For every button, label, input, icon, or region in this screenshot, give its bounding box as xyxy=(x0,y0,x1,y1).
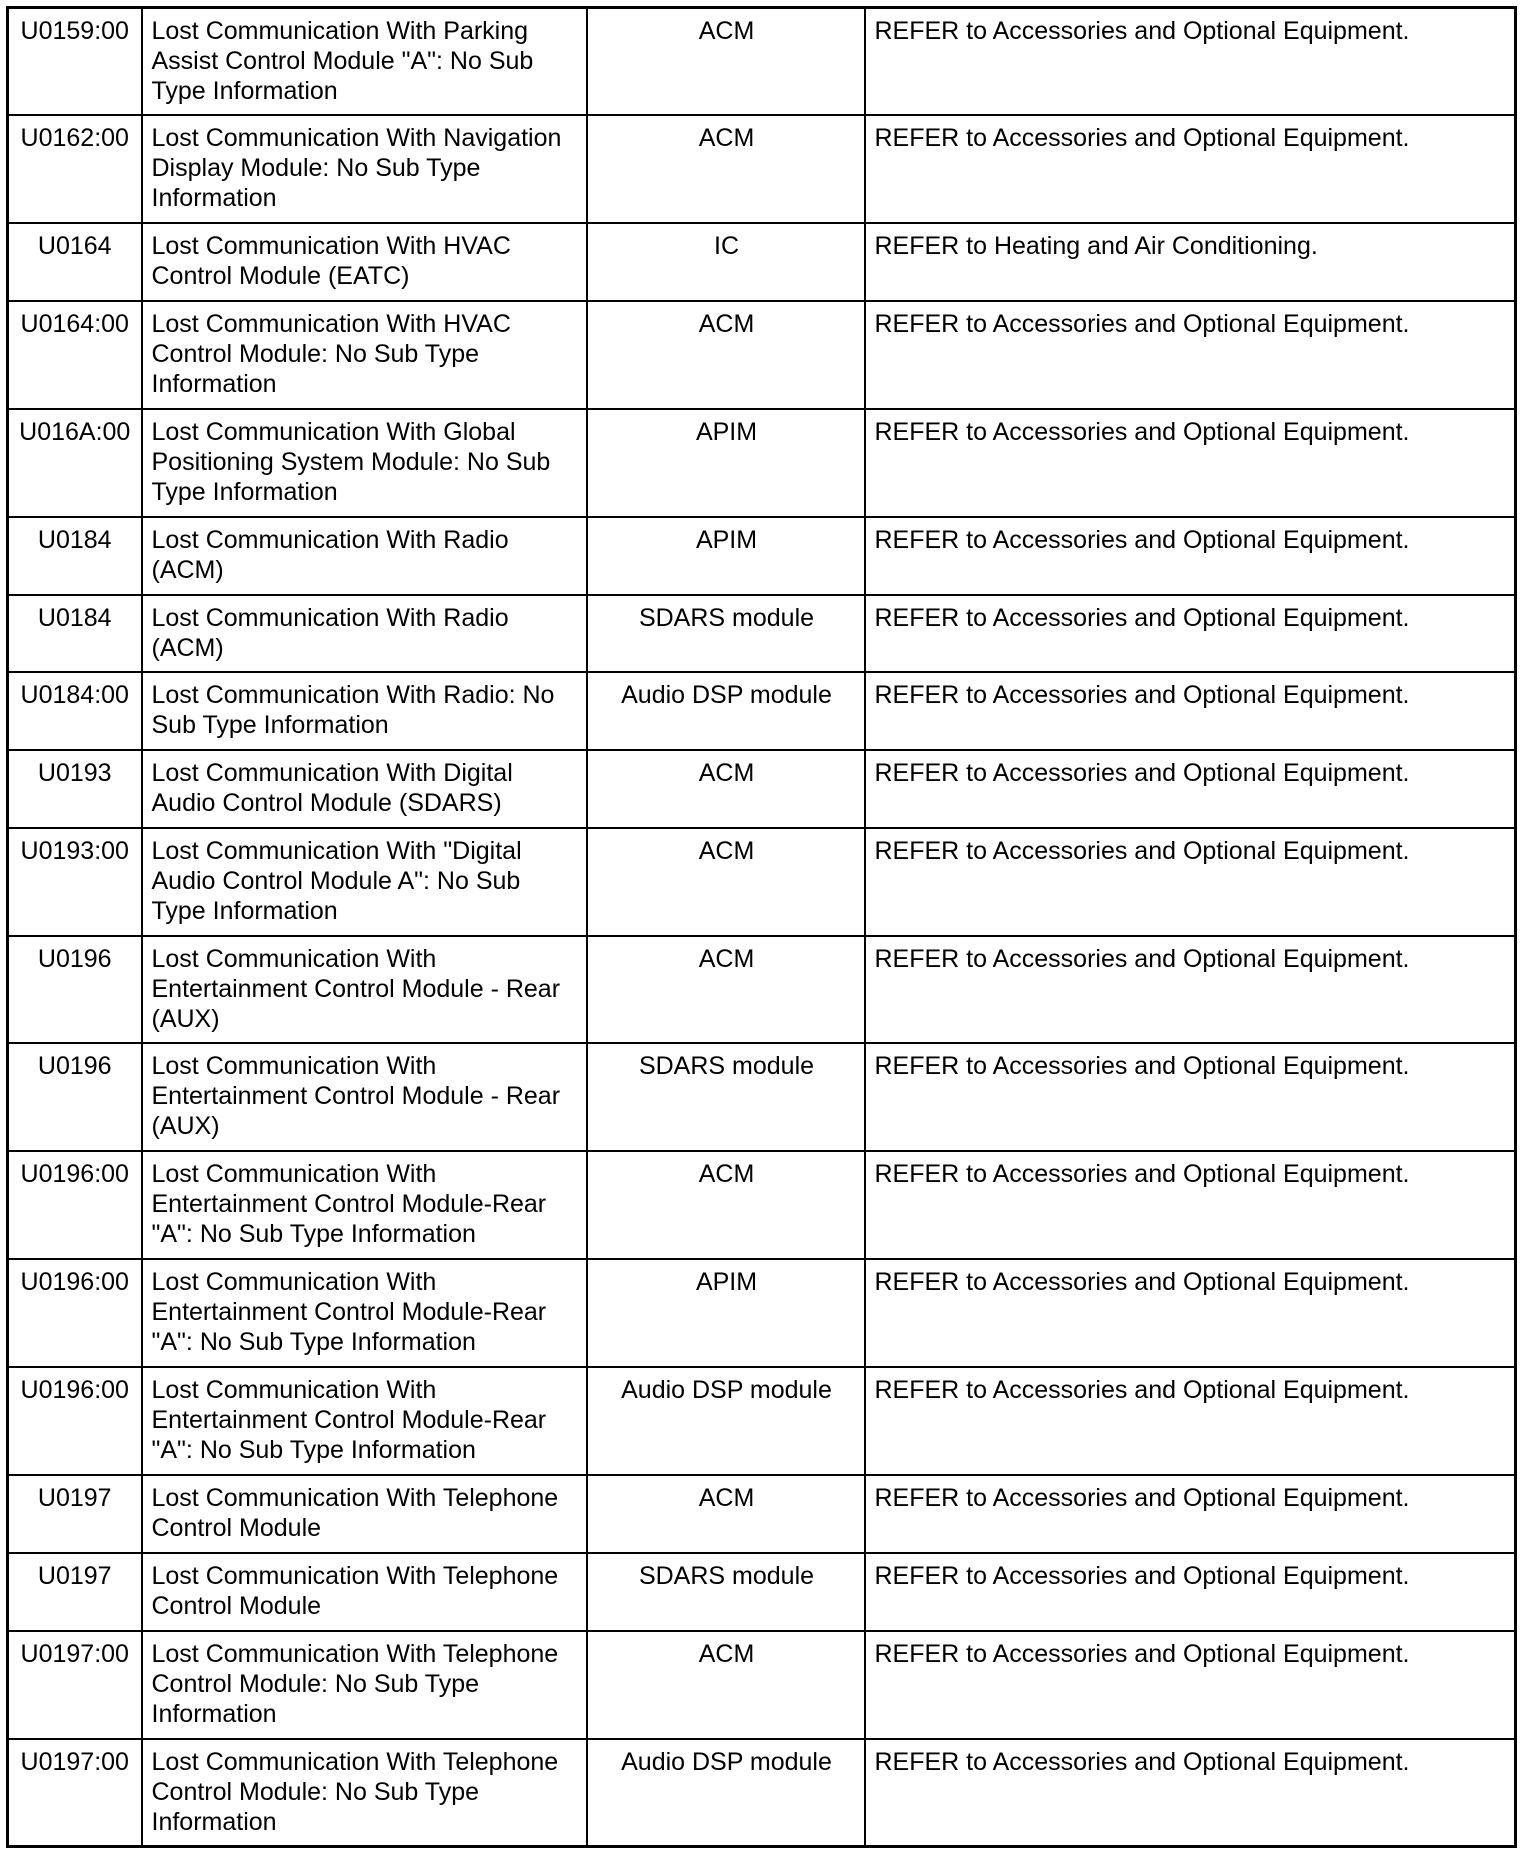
table-row xyxy=(8,828,1516,936)
document-page xyxy=(6,6,1514,1848)
dtc-code: U0196:00 xyxy=(8,1367,142,1475)
module-name: Audio DSP module xyxy=(587,1739,865,1847)
dtc-description: Lost Communication With Entertainment Control Module-Rear "A": No Sub Type Information xyxy=(142,1367,587,1475)
action-text: REFER to Accessories and Optional Equipment. xyxy=(865,828,1516,936)
dtc-description: Lost Communication With Radio (ACM) xyxy=(142,595,587,673)
dtc-code: U0196:00 xyxy=(8,1259,142,1367)
dtc-code: U0184:00 xyxy=(8,672,142,750)
dtc-code: U0184 xyxy=(8,517,142,595)
module-name: SDARS module xyxy=(587,595,865,673)
module-name: ACM xyxy=(587,8,865,116)
action-text: REFER to Accessories and Optional Equipment. xyxy=(865,517,1516,595)
dtc-code: U0196:00 xyxy=(8,1151,142,1259)
module-name: SDARS module xyxy=(587,1043,865,1151)
dtc-code: U0162:00 xyxy=(8,115,142,223)
table-row xyxy=(8,1631,1516,1739)
dtc-description: Lost Communication With Entertainment Control Module-Rear "A": No Sub Type Information xyxy=(142,1151,587,1259)
dtc-description: Lost Communication With Telephone Control Module xyxy=(142,1553,587,1631)
dtc-description: Lost Communication With Navigation Display Module: No Sub Type Information xyxy=(142,115,587,223)
dtc-description: Lost Communication With Global Positioning System Module: No Sub Type Information xyxy=(142,409,587,517)
dtc-description: Lost Communication With Parking Assist Control Module "A": No Sub Type Information xyxy=(142,8,587,116)
module-name: Audio DSP module xyxy=(587,672,865,750)
table-row xyxy=(8,672,1516,750)
module-name: SDARS module xyxy=(587,1553,865,1631)
dtc-description: Lost Communication With Digital Audio Control Module (SDARS) xyxy=(142,750,587,828)
table-row xyxy=(8,1367,1516,1475)
table-row xyxy=(8,301,1516,409)
module-name: APIM xyxy=(587,1259,865,1367)
dtc-code: U0184 xyxy=(8,595,142,673)
table-row xyxy=(8,1475,1516,1553)
action-text: REFER to Accessories and Optional Equipment. xyxy=(865,115,1516,223)
action-text: REFER to Accessories and Optional Equipment. xyxy=(865,750,1516,828)
dtc-code: U016A:00 xyxy=(8,409,142,517)
module-name: ACM xyxy=(587,301,865,409)
action-text: REFER to Accessories and Optional Equipment. xyxy=(865,301,1516,409)
action-text: REFER to Accessories and Optional Equipment. xyxy=(865,1259,1516,1367)
action-text: REFER to Heating and Air Conditioning. xyxy=(865,223,1516,301)
dtc-description: Lost Communication With Radio: No Sub Type Information xyxy=(142,672,587,750)
dtc-code: U0197:00 xyxy=(8,1631,142,1739)
dtc-description: Lost Communication With Entertainment Control Module-Rear "A": No Sub Type Information xyxy=(142,1259,587,1367)
table-row xyxy=(8,750,1516,828)
table-row xyxy=(8,115,1516,223)
dtc-code: U0193:00 xyxy=(8,828,142,936)
action-text: REFER to Accessories and Optional Equipment. xyxy=(865,672,1516,750)
action-text: REFER to Accessories and Optional Equipment. xyxy=(865,1475,1516,1553)
table-row xyxy=(8,1043,1516,1151)
dtc-description: Lost Communication With Entertainment Control Module - Rear (AUX) xyxy=(142,1043,587,1151)
module-name: APIM xyxy=(587,409,865,517)
dtc-code: U0197 xyxy=(8,1475,142,1553)
module-name: Audio DSP module xyxy=(587,1367,865,1475)
dtc-code: U0159:00 xyxy=(8,8,142,116)
action-text: REFER to Accessories and Optional Equipment. xyxy=(865,1367,1516,1475)
action-text: REFER to Accessories and Optional Equipment. xyxy=(865,1739,1516,1847)
dtc-table xyxy=(6,6,1517,1848)
dtc-description: Lost Communication With HVAC Control Module (EATC) xyxy=(142,223,587,301)
table-row xyxy=(8,409,1516,517)
table-row xyxy=(8,1259,1516,1367)
action-text: REFER to Accessories and Optional Equipment. xyxy=(865,936,1516,1044)
dtc-description: Lost Communication With Telephone Control Module xyxy=(142,1475,587,1553)
table-row xyxy=(8,517,1516,595)
action-text: REFER to Accessories and Optional Equipment. xyxy=(865,595,1516,673)
dtc-code: U0164 xyxy=(8,223,142,301)
dtc-code: U0196 xyxy=(8,1043,142,1151)
table-row xyxy=(8,1739,1516,1847)
dtc-description: Lost Communication With HVAC Control Module: No Sub Type Information xyxy=(142,301,587,409)
module-name: ACM xyxy=(587,1631,865,1739)
module-name: ACM xyxy=(587,750,865,828)
module-name: ACM xyxy=(587,115,865,223)
module-name: IC xyxy=(587,223,865,301)
dtc-code: U0197 xyxy=(8,1553,142,1631)
action-text: REFER to Accessories and Optional Equipment. xyxy=(865,1553,1516,1631)
table-row xyxy=(8,223,1516,301)
dtc-description: Lost Communication With "Digital Audio Control Module A": No Sub Type Information xyxy=(142,828,587,936)
action-text: REFER to Accessories and Optional Equipment. xyxy=(865,8,1516,116)
dtc-code: U0197:00 xyxy=(8,1739,142,1847)
table-row xyxy=(8,1553,1516,1631)
module-name: ACM xyxy=(587,828,865,936)
dtc-code: U0164:00 xyxy=(8,301,142,409)
module-name: ACM xyxy=(587,936,865,1044)
dtc-description: Lost Communication With Radio (ACM) xyxy=(142,517,587,595)
table-row xyxy=(8,595,1516,673)
action-text: REFER to Accessories and Optional Equipment. xyxy=(865,1631,1516,1739)
dtc-description: Lost Communication With Telephone Control Module: No Sub Type Information xyxy=(142,1631,587,1739)
table-row xyxy=(8,8,1516,116)
dtc-description: Lost Communication With Entertainment Control Module - Rear (AUX) xyxy=(142,936,587,1044)
dtc-table-body xyxy=(8,8,1516,1847)
module-name: APIM xyxy=(587,517,865,595)
dtc-description: Lost Communication With Telephone Control Module: No Sub Type Information xyxy=(142,1739,587,1847)
action-text: REFER to Accessories and Optional Equipment. xyxy=(865,409,1516,517)
dtc-code: U0193 xyxy=(8,750,142,828)
table-row xyxy=(8,1151,1516,1259)
table-row xyxy=(8,936,1516,1044)
action-text: REFER to Accessories and Optional Equipment. xyxy=(865,1151,1516,1259)
dtc-code: U0196 xyxy=(8,936,142,1044)
module-name: ACM xyxy=(587,1475,865,1553)
action-text: REFER to Accessories and Optional Equipment. xyxy=(865,1043,1516,1151)
module-name: ACM xyxy=(587,1151,865,1259)
